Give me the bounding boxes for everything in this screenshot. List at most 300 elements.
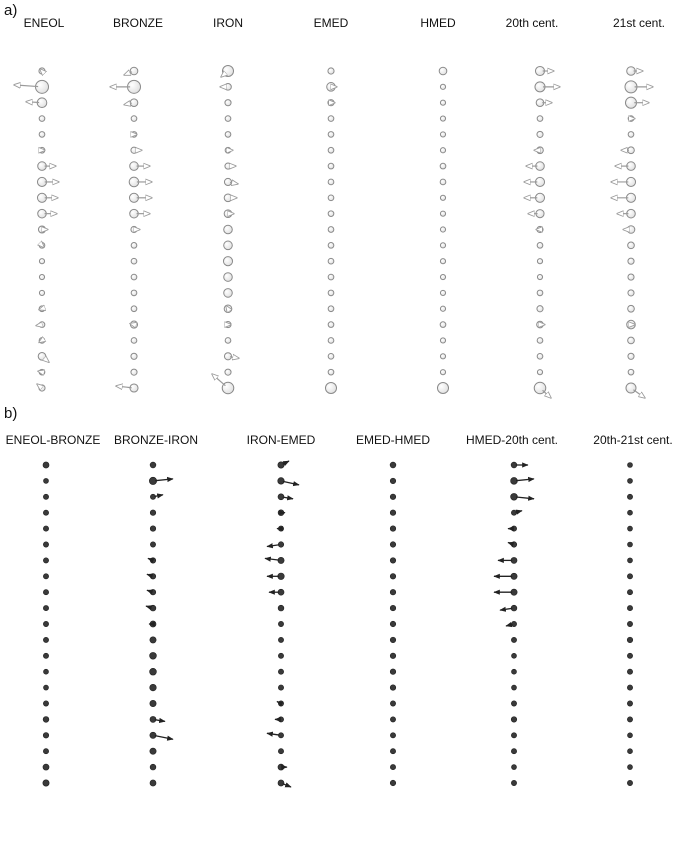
landmark-b-3-17 [275, 717, 284, 722]
landmark-marker [626, 383, 636, 393]
landmark-a-1-1 [39, 68, 45, 74]
landmark-a-5-16 [440, 306, 445, 311]
landmark-marker [440, 179, 446, 185]
displacement-arrow [265, 558, 279, 560]
landmark-marker [627, 462, 632, 467]
landmark-a-6-21 [534, 382, 551, 398]
landmark-a-1-19 [38, 352, 49, 362]
landmark-marker [43, 478, 48, 483]
landmark-a-4-5 [328, 132, 334, 138]
landmark-marker [43, 653, 48, 658]
landmark-b-1-3 [43, 494, 48, 499]
landmark-marker [627, 780, 632, 785]
landmark-a-4-14 [328, 274, 334, 280]
landmark-a-1-5 [39, 132, 45, 138]
landmark-marker [131, 258, 137, 264]
landmark-b-2-7 [148, 558, 156, 564]
landmark-b-2-5 [150, 526, 156, 532]
displacement-arrow [14, 85, 38, 87]
landmark-a-2-18 [131, 338, 137, 344]
landmark-marker [390, 669, 396, 675]
landmark-b-5-18 [511, 733, 516, 738]
landmark-b-4-4 [390, 510, 396, 516]
landmark-marker [43, 542, 48, 547]
landmark-a-2-10 [130, 209, 150, 218]
landmark-a-2-16 [131, 306, 137, 312]
landmark-a-6-16 [537, 306, 543, 312]
landmark-marker [627, 765, 632, 770]
displacement-arrow [506, 624, 512, 626]
landmark-b-4-7 [390, 558, 396, 564]
landmark-b-6-17 [627, 717, 632, 722]
landmark-marker [628, 353, 634, 359]
landmark-a-3-13 [223, 257, 232, 266]
landmark-b-1-4 [43, 510, 48, 515]
landmark-marker [328, 290, 334, 296]
landmark-marker [390, 574, 396, 580]
landmark-marker [131, 243, 137, 249]
landmark-marker [390, 733, 395, 738]
landmark-marker [43, 510, 48, 515]
landmark-marker [627, 605, 632, 610]
landmark-b-1-11 [43, 621, 48, 626]
landmark-marker [390, 653, 396, 659]
landmark-marker [628, 132, 634, 138]
landmark-b-4-21 [390, 780, 396, 786]
landmark-marker [39, 116, 45, 122]
panel-b-column-label: EMED-HMED [356, 433, 430, 447]
landmark-marker [627, 590, 632, 595]
landmark-b-6-12 [627, 637, 633, 643]
landmark-marker [328, 179, 334, 185]
landmark-a-5-10 [440, 211, 445, 216]
landmark-b-3-20 [278, 764, 287, 770]
landmark-a-5-18 [440, 338, 445, 343]
landmark-a-1-21 [37, 384, 45, 391]
landmark-a-5-11 [440, 227, 445, 232]
landmark-a-3-2 [220, 84, 231, 91]
landmark-b-2-21 [150, 780, 156, 786]
landmark-b-2-15 [150, 684, 157, 691]
displacement-arrow [500, 608, 512, 610]
landmark-marker [537, 306, 543, 312]
panel-a-column-label: IRON [213, 16, 243, 30]
landmark-marker [130, 67, 138, 75]
landmark-a-5-4 [440, 116, 445, 121]
landmark-marker [150, 558, 156, 564]
landmark-a-7-18 [628, 337, 635, 344]
landmark-b-2-17 [150, 716, 165, 722]
landmark-a-1-10 [38, 209, 57, 218]
landmark-a-1-2 [14, 80, 49, 93]
landmark-marker [390, 494, 396, 500]
landmark-marker [43, 574, 48, 579]
landmark-marker [278, 637, 283, 642]
landmark-b-3-5 [277, 526, 284, 531]
landmark-marker [278, 701, 283, 706]
landmark-b-2-2 [149, 477, 173, 484]
landmark-a-2-14 [131, 274, 137, 280]
landmark-marker [440, 148, 445, 153]
landmark-b-4-2 [390, 478, 396, 484]
landmark-b-2-8 [147, 574, 156, 580]
landmark-b-2-1 [150, 462, 156, 468]
landmark-marker [43, 637, 48, 642]
landmark-b-6-16 [627, 701, 632, 706]
landmark-marker [627, 574, 632, 579]
landmark-marker [150, 652, 157, 659]
landmark-marker [224, 241, 233, 250]
landmark-b-4-14 [390, 669, 396, 675]
displacement-arrow [26, 102, 39, 103]
landmark-b-5-2 [511, 477, 534, 484]
landmark-a-3-21 [212, 374, 234, 394]
landmark-marker [390, 717, 395, 722]
landmark-b-4-6 [390, 542, 396, 548]
landmark-marker [43, 764, 49, 770]
landmark-a-4-18 [328, 338, 334, 344]
displacement-arrow [116, 386, 132, 388]
displacement-arrow [283, 481, 299, 485]
landmark-b-2-11 [149, 621, 156, 627]
landmark-marker [390, 589, 396, 595]
landmark-a-7-7 [615, 162, 635, 171]
panel-b-column-label: IRON-EMED [246, 433, 316, 447]
landmark-b-5-21 [511, 780, 516, 785]
landmark-a-3-15 [224, 289, 233, 298]
landmark-marker [390, 526, 396, 532]
landmark-marker [440, 338, 445, 343]
displacement-arrow [38, 371, 40, 372]
landmark-b-3-7 [265, 557, 284, 563]
landmark-marker [390, 558, 396, 564]
landmark-marker [328, 227, 334, 233]
landmark-marker [328, 353, 334, 359]
landmark-a-4-11 [328, 227, 334, 233]
landmark-b-4-16 [390, 701, 395, 706]
landmark-b-3-3 [278, 494, 293, 500]
landmark-marker [150, 462, 156, 468]
landmark-a-4-6 [328, 147, 334, 153]
landmark-marker [39, 259, 44, 264]
landmark-marker [150, 780, 156, 786]
landmark-marker [278, 462, 284, 468]
landmark-a-7-6 [621, 147, 634, 154]
landmark-a-6-11 [536, 226, 543, 232]
landmark-a-6-6 [534, 147, 543, 154]
landmark-b-4-10 [390, 605, 396, 611]
landmark-a-7-19 [628, 353, 634, 359]
landmark-a-6-19 [537, 353, 543, 359]
landmark-a-1-8 [37, 177, 59, 186]
landmark-marker [390, 780, 396, 786]
landmark-a-3-5 [225, 132, 231, 138]
landmark-marker [511, 765, 516, 770]
landmark-marker [390, 764, 395, 769]
landmark-b-2-18 [150, 732, 173, 739]
landmark-marker [440, 322, 446, 328]
displacement-arrow [212, 374, 225, 386]
landmark-a-6-3 [536, 99, 552, 107]
landmark-marker [511, 669, 516, 674]
landmark-a-1-3 [26, 98, 47, 108]
landmark-a-6-10 [528, 210, 544, 218]
landmark-marker [440, 163, 446, 169]
landmark-b-5-17 [511, 717, 517, 723]
landmark-marker [43, 462, 49, 468]
landmark-marker [439, 67, 447, 75]
landmark-b-1-15 [43, 685, 48, 690]
landmark-a-6-12 [537, 243, 543, 249]
landmark-b-2-16 [150, 700, 156, 706]
landmark-a-1-12 [39, 243, 45, 249]
landmark-marker [43, 701, 48, 706]
landmark-marker [440, 274, 445, 279]
landmark-marker [43, 558, 48, 563]
landmark-marker [131, 369, 137, 375]
landmark-a-4-9 [328, 195, 334, 201]
landmark-marker [39, 274, 44, 279]
landmark-marker [328, 258, 334, 264]
landmark-marker [328, 369, 334, 375]
landmark-marker [43, 494, 48, 499]
landmark-b-6-9 [627, 590, 632, 595]
landmark-marker [43, 669, 48, 674]
landmark-a-3-17 [225, 322, 231, 328]
landmark-b-2-20 [150, 764, 156, 770]
panel-b-column-label: BRONZE-IRON [114, 433, 198, 447]
landmark-b-1-19 [43, 749, 48, 754]
landmark-a-3-4 [225, 116, 231, 122]
landmark-marker [390, 637, 396, 643]
landmark-marker [150, 526, 156, 532]
landmark-a-6-5 [537, 131, 543, 137]
displacement-arrow [283, 497, 293, 499]
landmark-a-2-21 [116, 384, 138, 392]
landmark-a-5-14 [440, 274, 445, 279]
landmark-marker [224, 225, 233, 234]
landmark-b-6-8 [627, 574, 632, 579]
landmark-b-3-14 [278, 669, 283, 674]
landmark-b-5-15 [511, 685, 516, 690]
landmark-b-2-14 [150, 668, 157, 675]
landmark-b-5-20 [511, 765, 516, 770]
landmark-marker [328, 132, 334, 138]
landmark-marker [511, 733, 516, 738]
landmark-b-4-1 [390, 462, 396, 468]
landmark-marker [150, 684, 157, 691]
landmark-b-1-10 [43, 605, 48, 610]
panel-b-column-label: ENEOL-BRONZE [5, 433, 101, 447]
landmark-marker [537, 243, 543, 249]
landmark-marker [131, 290, 137, 296]
landmark-b-6-20 [627, 765, 632, 770]
landmark-marker [627, 637, 633, 643]
landmark-b-1-21 [43, 780, 49, 786]
landmark-marker [537, 338, 543, 344]
landmark-a-5-13 [440, 259, 445, 264]
landmark-a-4-4 [328, 116, 334, 122]
landmark-a-2-2 [110, 80, 141, 93]
landmark-a-7-14 [628, 274, 634, 280]
landmark-marker [628, 337, 635, 344]
landmark-marker [627, 542, 632, 547]
landmark-a-4-2 [327, 83, 337, 92]
landmark-marker [328, 163, 334, 169]
displacement-arrow [516, 479, 534, 481]
landmark-a-6-2 [535, 82, 560, 92]
landmark-b-4-15 [390, 685, 396, 691]
landmark-marker [537, 259, 542, 264]
landmark-marker [390, 749, 395, 754]
landmark-marker [390, 685, 396, 691]
panel-a-column-label: EMED [313, 16, 349, 30]
landmark-marker [150, 637, 156, 643]
landmark-b-1-1 [43, 462, 49, 468]
landmark-marker [440, 100, 445, 105]
landmark-a-2-3 [124, 99, 138, 107]
landmark-marker [225, 132, 231, 138]
landmark-marker [328, 68, 334, 74]
landmark-a-5-9 [440, 195, 445, 200]
landmark-a-1-7 [38, 162, 56, 171]
landmark-marker [390, 621, 396, 627]
landmark-a-4-7 [328, 163, 334, 169]
landmark-a-6-18 [537, 338, 543, 344]
displacement-arrow [43, 247, 44, 248]
landmark-a-5-5 [440, 132, 445, 137]
landmark-marker [440, 116, 445, 121]
landmark-a-5-6 [440, 148, 445, 153]
landmark-a-6-13 [537, 259, 542, 264]
landmark-b-6-11 [627, 621, 632, 626]
landmark-marker [537, 353, 543, 359]
landmark-marker [440, 370, 445, 375]
landmark-b-4-18 [390, 733, 395, 738]
landmark-b-6-21 [627, 780, 632, 785]
landmark-a-4-12 [328, 243, 334, 249]
landmark-a-5-1 [439, 67, 447, 75]
landmark-marker [224, 305, 232, 313]
landmark-a-2-6 [131, 147, 142, 153]
landmark-a-4-17 [328, 322, 334, 328]
landmark-a-2-7 [130, 162, 150, 171]
landmark-b-1-13 [43, 653, 48, 658]
landmark-a-2-12 [131, 243, 137, 249]
landmark-a-2-11 [131, 226, 140, 232]
landmark-b-3-2 [278, 478, 299, 485]
displacement-arrow [40, 69, 41, 70]
landmark-marker [627, 621, 632, 626]
displacement-arrow [543, 390, 551, 398]
landmark-a-3-11 [224, 225, 233, 234]
landmark-b-4-11 [390, 621, 396, 627]
landmark-marker [511, 717, 517, 723]
landmark-marker [328, 322, 334, 328]
landmark-a-3-16 [224, 305, 232, 313]
landmark-a-7-21 [626, 383, 645, 398]
landmark-marker [440, 227, 445, 232]
displacement-arrow [283, 461, 289, 464]
landmark-a-1-13 [39, 259, 44, 264]
landmark-marker [150, 748, 156, 754]
landmark-marker [440, 354, 445, 359]
landmark-marker [225, 116, 231, 122]
landmark-marker [627, 717, 632, 722]
landmark-a-1-17 [36, 322, 45, 328]
landmark-marker [225, 369, 231, 375]
landmark-marker [39, 132, 45, 138]
landmark-marker [43, 780, 49, 786]
landmark-marker [131, 306, 137, 312]
landmark-marker [511, 780, 516, 785]
landmark-marker [278, 669, 283, 674]
landmark-a-7-3 [625, 97, 649, 108]
landmark-b-6-1 [627, 462, 632, 467]
landmark-marker [43, 749, 48, 754]
panel-a-column-label: ENEOL [23, 16, 65, 30]
landmark-marker [328, 195, 334, 201]
panel-a-column-label: BRONZE [112, 16, 164, 30]
landmark-marker [440, 306, 445, 311]
landmark-marker [440, 243, 445, 248]
landmark-a-5-3 [440, 100, 445, 105]
landmark-b-6-14 [627, 669, 632, 674]
landmark-a-1-15 [39, 290, 44, 295]
landmark-b-4-20 [390, 764, 395, 769]
landmark-b-6-18 [627, 733, 632, 738]
landmark-marker [628, 242, 635, 249]
landmark-a-2-9 [129, 193, 152, 202]
landmark-b-3-18 [267, 733, 284, 738]
landmark-b-4-8 [390, 574, 396, 580]
landmark-marker [437, 382, 448, 393]
displacement-arrow [155, 720, 165, 722]
landmark-b-3-21 [278, 780, 291, 787]
landmark-b-6-7 [627, 558, 632, 563]
landmark-b-1-9 [43, 590, 48, 595]
landmark-a-5-8 [440, 179, 446, 185]
landmark-marker [627, 478, 632, 483]
landmark-marker [511, 653, 516, 658]
landmark-a-1-11 [38, 226, 48, 233]
landmark-a-7-10 [617, 209, 635, 218]
landmark-a-5-20 [440, 370, 445, 375]
landmark-a-2-13 [131, 258, 137, 264]
landmark-marker [440, 259, 445, 264]
landmark-b-2-13 [150, 652, 157, 659]
landmark-b-5-6 [508, 542, 517, 548]
landmark-marker [278, 749, 283, 754]
landmark-b-3-13 [278, 653, 283, 658]
landmark-marker [390, 605, 396, 611]
landmark-marker [278, 780, 284, 786]
landmark-marker [328, 211, 334, 217]
landmark-b-1-7 [43, 558, 48, 563]
displacement-arrow [633, 390, 645, 398]
landmark-b-5-19 [511, 749, 516, 754]
landmark-b-3-10 [278, 605, 284, 611]
landmark-a-7-17 [627, 320, 636, 329]
displacement-arrow [155, 736, 173, 740]
panel-b-column-label: 20th-21st cent. [593, 433, 673, 447]
landmark-marker [278, 653, 283, 658]
landmark-marker [150, 764, 156, 770]
landmark-a-3-10 [224, 210, 234, 218]
landmark-a-4-16 [328, 306, 334, 312]
landmark-a-4-1 [328, 68, 334, 74]
landmark-marker [440, 290, 445, 295]
